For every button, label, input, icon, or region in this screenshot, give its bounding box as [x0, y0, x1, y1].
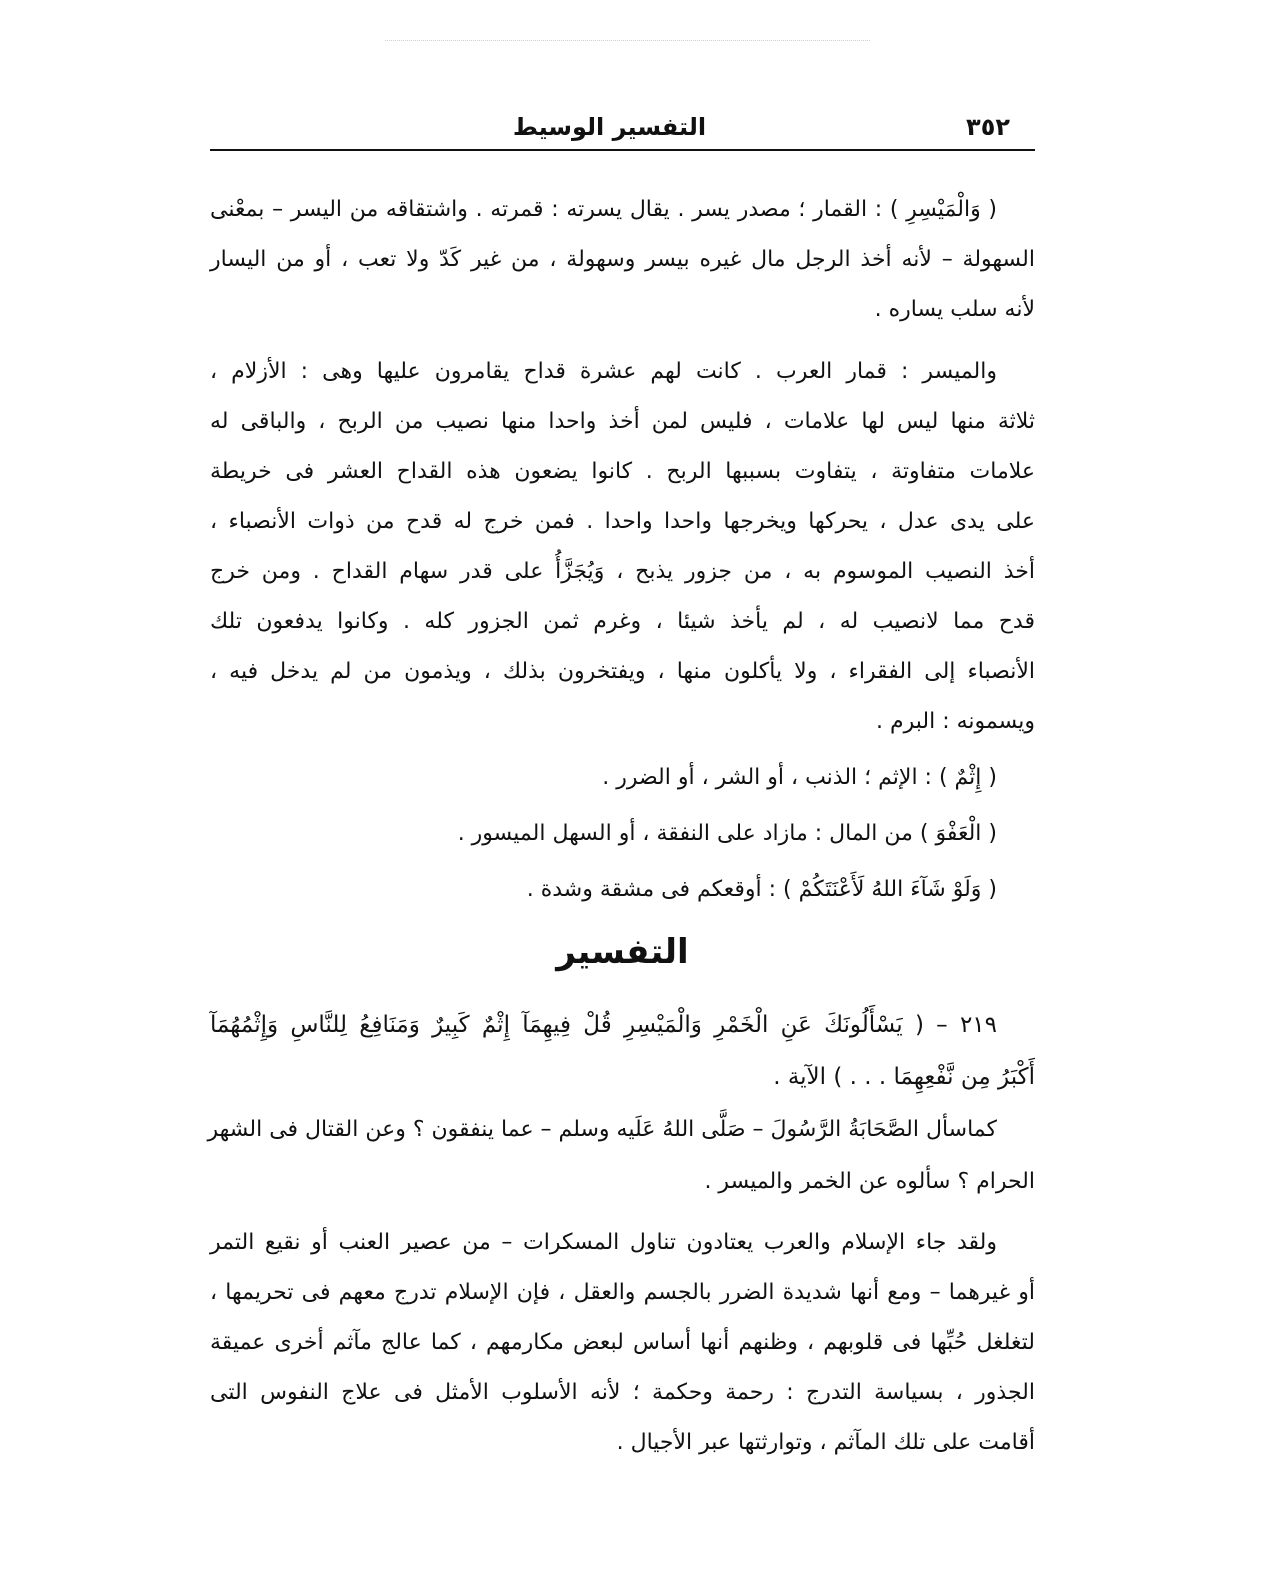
text-line: لتغلغل حُبِّها فى قلوبهم ، وظنهم أنها أساس لبعض مكارمهم ، كما عالج مآثم أخرى عميقة	[210, 1330, 1035, 1355]
word-definitions	[210, 750, 1035, 918]
maysir-explanation-paragraph	[210, 347, 1035, 747]
book-title: التفسير الوسيط	[512, 113, 707, 141]
afw-definition: ( الْعَفْوَ ) من المال : مازاد على النفقة ، أو السهل الميسور .	[457, 821, 997, 846]
text-line: لأنه سلب يساره .	[874, 297, 1035, 322]
text-line: الحرام ؟ سألوه عن الخمر والميسر .	[704, 1169, 1035, 1194]
maysir-definition-paragraph	[210, 185, 1035, 335]
scan-edge-artifact	[385, 40, 870, 41]
page-body	[207, 185, 1035, 1468]
text-line: أخذ النصيب الموسوم به ، من جزور يذبح ، وَيُجَزَّأُ على قدر سهام القداح . ومن خرج	[210, 559, 1035, 584]
header-rule	[210, 149, 1035, 151]
text-line: السهولة – لأنه أخذ الرجل مال غيره بيسر وسهولة ، من غير كَدّ ولا تعب ، أو من اليسار	[210, 247, 1035, 272]
verse-line: ٢١٩ – ( يَسْأَلُونَكَ عَنِ الْخَمْرِ وَالْمَيْسِرِ قُلْ فِيهِمَآ إِثْمٌ كَبِيرٌ وَمَنَافِعُ لِلنَّاسِ وَإِثْمُهُمَآ	[210, 1012, 997, 1038]
quran-verse	[210, 999, 1035, 1103]
text-line: ولقد جاء الإسلام والعرب يعتادون تناول المسكرات – من عصير العنب أو نقيع التمر	[210, 1230, 997, 1255]
page-number: ٣٥٢	[966, 113, 1010, 141]
text-line: أقامت على تلك المآثم ، وتوارثتها عبر الأجيال .	[616, 1430, 1035, 1455]
commentary-paragraph	[210, 1218, 1035, 1468]
text-line: أو غيرهما – ومع أنها شديدة الضرر بالجسم والعقل ، فإن الإسلام تدرج معهم فى تحريمها ،	[210, 1280, 1035, 1305]
verse-line: أَكْبَرُ مِن نَّفْعِهِمَا . . . ) الآية .	[773, 1064, 1035, 1090]
text-line: ( وَالْمَيْسِرِ ) : القمار ؛ مصدر يسر . يقال يسرته : قمرته . واشتقاقه من اليسر – بمعْنى	[210, 197, 997, 222]
commentary-paragraph	[207, 1104, 1035, 1208]
text-line: الأنصباء إلى الفقراء ، ولا يأكلون منها ، ويفتخرون بذلك ، ويذمون من لم يدخل فيه ،	[210, 659, 1035, 684]
text-line: ويسمونه : البرم .	[876, 709, 1035, 734]
section-heading: التفسير	[556, 932, 689, 972]
text-line: علامات متفاوتة ، يتفاوت بسببها الربح . كانوا يضعون هذه القداح العشر فى خريطة	[210, 459, 1035, 484]
running-header	[210, 105, 1035, 149]
aantakum-definition: ( وَلَوْ شَآءَ اللهُ لَأَعْنَتَكُمْ ) : أوقعكم فى مشقة وشدة .	[526, 877, 997, 902]
text-line: قدح مما لانصيب له ، لم يأخذ شيئا ، وغرم ثمن الجزور كله . وكانوا يدفعون تلك	[210, 609, 1035, 634]
text-line: ثلاثة منها ليس لها علامات ، فليس لمن أخذ واحدا منها نصيب من الربح ، والباقى له	[210, 409, 1035, 434]
text-line: على يدى عدل ، يحركها ويخرجها واحدا واحدا . فمن خرج له قدح من ذوات الأنصباء ،	[210, 509, 1035, 534]
text-line: كماسأل الصَّحَابَةُ الرَّسُولَ – صَلَّى اللهُ عَلَيه وسلم – عما ينفقون ؟ وعن القتال فى الشهر	[207, 1117, 997, 1142]
ithm-definition: ( إِثْمٌ ) : الإثم ؛ الذنب ، أو الشر ، أو الضرر .	[602, 765, 997, 790]
text-line: الجذور ، بسياسة التدرج : رحمة وحكمة ؛ لأنه الأسلوب الأمثل فى علاج النفوس التى	[210, 1380, 1035, 1405]
text-line: والميسر : قمار العرب . كانت لهم عشرة قداح يقامرون عليها وهى : الأزلام ،	[210, 359, 997, 384]
